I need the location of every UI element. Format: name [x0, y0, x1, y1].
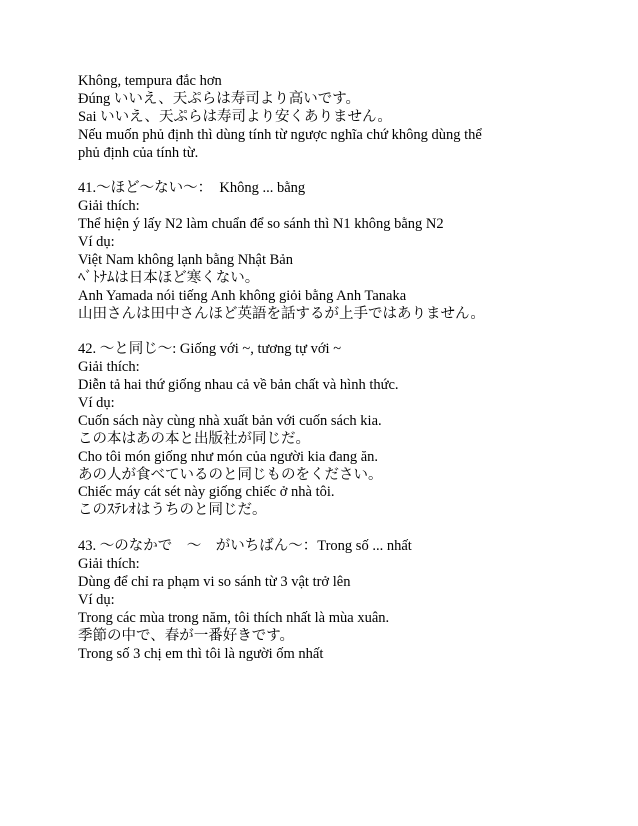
text-line: Nếu muốn phủ định thì dùng tính từ ngược nghĩa chứ không dùng thể	[78, 126, 482, 143]
text-line: Anh Yamada nói tiếng Anh không giỏi bằng Anh Tanaka	[78, 287, 407, 304]
section-heading-42: 42. ～と同じ～: Giống với ~, tương tự với ~	[78, 341, 342, 358]
text-line: Giải thích:	[78, 556, 140, 573]
text-line: あの人が食べているのと同じものをください。	[78, 466, 383, 483]
text-line: Giải thích:	[78, 359, 140, 376]
text-line: Giải thích:	[78, 198, 140, 215]
blank-line	[78, 323, 578, 341]
text-line: このｽﾃﾚｵはうちのと同じだ。	[78, 502, 267, 519]
text-line: 山田さんは田中さんほど英語を話するが上手ではありません。	[78, 305, 485, 322]
text-line: この本はあの本と出版社が同じだ。	[78, 430, 310, 447]
text-line: 季節の中で、春が一番好きです。	[78, 627, 295, 644]
text-line: Cuốn sách này cùng nhà xuất bản với cuốn sách kia.	[78, 412, 382, 429]
text-line: Cho tôi món giống như món của người kia đang ăn.	[78, 448, 379, 465]
text-line: Trong số 3 chị em thì tôi là người ốm nhất	[78, 645, 324, 662]
text-line: Ví dụ:	[78, 395, 115, 412]
blank-line	[78, 520, 578, 538]
text-line: phủ định của tính từ.	[78, 144, 199, 161]
text-line: Không, tempura đắc hơn	[78, 73, 222, 89]
text-line: Chiếc máy cát sét này giống chiếc ở nhà tôi.	[78, 484, 335, 501]
text-line: Trong các mùa trong năm, tôi thích nhất là mùa xuân.	[78, 609, 390, 626]
text-line: Thể hiện ý lấy N2 làm chuẩn để so sánh thì N1 không bằng N2	[78, 216, 444, 233]
text-line: Đúng いいえ、天ぷらは寿司より高いです。	[78, 90, 361, 107]
blank-line	[78, 162, 578, 180]
text-line: Ví dụ:	[78, 234, 115, 251]
document-page	[78, 73, 578, 663]
text-line: Diễn tả hai thứ giống nhau cả về bản chất và hình thức.	[78, 377, 399, 394]
text-line: ﾍﾞﾄﾅﾑは日本ほど寒くない。	[78, 269, 260, 286]
text-line: Dùng để chỉ ra phạm vi so sánh từ 3 vật trở lên	[78, 573, 351, 590]
section-heading-43: 43. ～のなかで ～ がいちばん～：Trong số ... nhất	[78, 538, 412, 555]
text-line: Sai いいえ、天ぷらは寿司より安くありません。	[78, 108, 392, 125]
text-line: Việt Nam không lạnh bằng Nhật Bản	[78, 251, 293, 268]
text-line: Ví dụ:	[78, 591, 115, 608]
section-heading-41: 41.～ほど～ない～： Không ... bằng	[78, 180, 306, 197]
